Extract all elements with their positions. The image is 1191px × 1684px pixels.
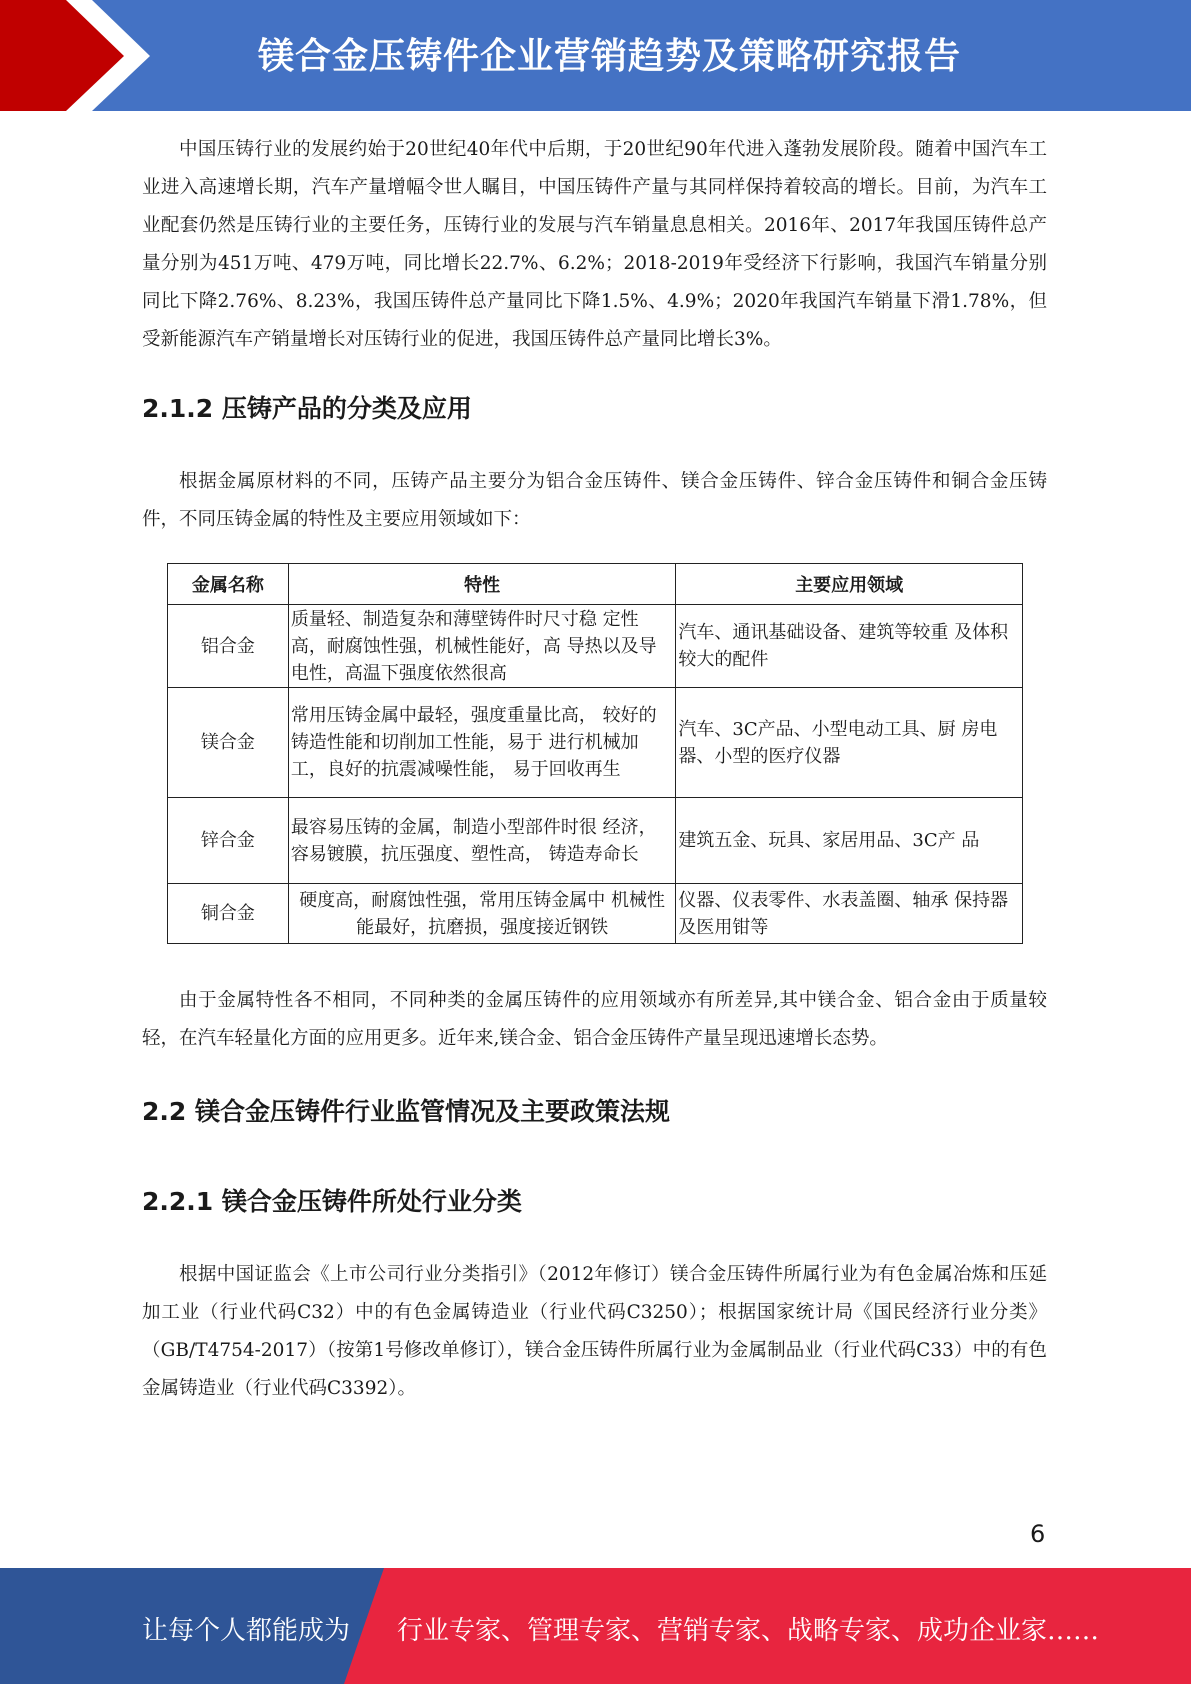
- metal-name-cell: 铝合金: [168, 605, 289, 688]
- properties-cell: 硬度高，耐腐蚀性强，常用压铸金属中 机械性能最好，抗磨损，强度接近钢铁: [288, 884, 676, 944]
- footer-slogan-left: 让每个人都能成为: [142, 1616, 351, 1646]
- metal-name-cell: 铜合金: [168, 884, 289, 944]
- footer-banner: [0, 1568, 1191, 1684]
- metals-table: [167, 563, 1023, 944]
- classification-paragraph: 根据金属原材料的不同，压铸产品主要分为铝合金压铸件、镁合金压铸件、锌合金压铸件和铜合金压铸件，不同压铸金属的特性及主要应用领域如下：: [142, 471, 1047, 530]
- properties-cell: 质量轻、制造复杂和薄壁铸件时尺寸稳 定性高，耐腐蚀性强，机械性能好，高 导热以及导电性，高温下强度依然很高: [288, 605, 676, 688]
- table-header-cell: 主要应用领域: [676, 564, 1023, 605]
- industry-classification-paragraph: 根据中国证监会《上市公司行业分类指引》（2012年修订）镁合金压铸件所属行业为有色金属冶炼和压延加工业（行业代码C32）中的有色金属铸造业（行业代码C3250）；根据国家统计局《国民经济行业分类》（GB/T4754-2017）（按第1号修改单修订），镁合金压铸件所属行业为金属制品业（行业代码C33）中的有色金属铸造业（行业代码C3392）。: [142, 1264, 1047, 1399]
- table-row: [168, 798, 1023, 884]
- intro-paragraph: 中国压铸行业的发展约始于20世纪40年代中后期，于20世纪90年代进入蓬勃发展阶段。随着中国汽车工业进入高速增长期，汽车产量增幅令世人瞩目，中国压铸件产量与其同样保持着较高的增长。目前，为汽车工业配套仍然是压铸行业的主要任务，压铸行业的发展与汽车销量息息相关。2016年、2017年我国压铸件总产量分别为451万吨、479万吨，同比增长22.7%、6.2%；2018-2019年受经济下行影响，我国汽车销量分别同比下降2.76%、8.23%，我国压铸件总产量同比下降1.5%、4.9%；2020年我国汽车销量下滑1.78%，但受新能源汽车产销量增长对压铸行业的促进，我国压铸件总产量同比增长3%。: [142, 139, 1047, 350]
- properties-cell: 常用压铸金属中最轻，强度重量比高， 较好的铸造性能和切削加工性能，易于 进行机械加工，良好的抗震减噪性能， 易于回收再生: [288, 688, 676, 798]
- after-table-paragraph: 由于金属特性各不相同，不同种类的金属压铸件的应用领域亦有所差异,其中镁合金、铝合金由于质量较轻，在汽车轻量化方面的应用更多。近年来,镁合金、铝合金压铸件产量呈现迅速增长态势。: [142, 990, 1047, 1049]
- document-title: 镁合金压铸件企业营销趋势及策略研究报告: [258, 36, 962, 77]
- table-header-cell: 特性: [288, 564, 676, 605]
- page-number: 6: [1030, 1520, 1046, 1548]
- table-header-cell: 金属名称: [168, 564, 289, 605]
- table-row: [168, 605, 1023, 688]
- applications-cell: 仪器、仪表零件、水表盖圈、轴承 保持器及医用钳等: [676, 884, 1023, 944]
- main-content: [142, 131, 1047, 1408]
- section-heading-2-2: 2.2 镁合金压铸件行业监管情况及主要政策法规: [142, 1097, 670, 1126]
- applications-cell: 汽车、通讯基础设备、建筑等较重 及体积较大的配件: [676, 605, 1023, 688]
- metal-name-cell: 镁合金: [168, 688, 289, 798]
- applications-cell: 建筑五金、玩具、家居用品、3C产 品: [676, 798, 1023, 884]
- table-header-row: [168, 564, 1023, 605]
- table-row: [168, 884, 1023, 944]
- section-heading-2-1-2: 2.1.2 压铸产品的分类及应用: [142, 394, 472, 423]
- metal-name-cell: 锌合金: [168, 798, 289, 884]
- section-heading-2-2-1: 2.2.1 镁合金压铸件所处行业分类: [142, 1187, 522, 1216]
- header-banner: [0, 0, 1191, 111]
- table-row: [168, 688, 1023, 798]
- properties-cell: 最容易压铸的金属，制造小型部件时很 经济，容易镀膜，抗压强度、塑性高， 铸造寿命长: [288, 798, 676, 884]
- footer-slogan-right: 行业专家、管理专家、营销专家、战略专家、成功企业家……: [397, 1616, 1100, 1646]
- applications-cell: 汽车、3C产品、小型电动工具、厨 房电器、小型的医疗仪器: [676, 688, 1023, 798]
